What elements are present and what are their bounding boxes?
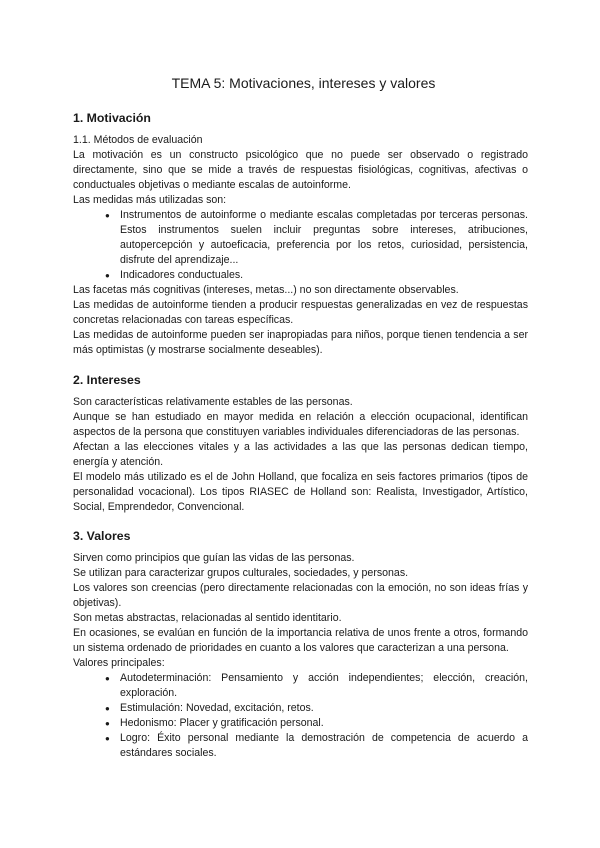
paragraph: Las medidas de autoinforme pueden ser inapropiadas para niños, porque tienen tendencia a ser más optimistas (y mostrarse socialmente deseables).	[73, 329, 528, 356]
list-item: ● Instrumentos de autoinforme o mediante escalas completadas por terceras personas. Estos instrumentos suelen incluir preguntas sobre intereses, atribuciones, autopercepción y autoeficacia, preferencia por los retos, curiosidad, persistencia, disfrute del aprendizaje...	[106, 208, 528, 268]
section-heading: 1. Motivación	[73, 111, 151, 125]
section-valores	[73, 527, 528, 761]
list-item: ● Hedonismo: Placer y gratificación personal.	[106, 716, 528, 731]
page-title: TEMA 5: Motivaciones, intereses y valores	[171, 75, 436, 91]
section-motivacion	[73, 109, 528, 358]
paragraph: Las facetas más cognitivas (intereses, metas...) no son directamente observables.	[73, 284, 459, 296]
list-item: ● Logro: Éxito personal mediante la demostración de competencia de acuerdo a estándares sociales.	[106, 731, 528, 761]
bullet-list	[73, 671, 528, 761]
paragraph: Los valores son creencias (pero directamente relacionadas con la emoción, no son ideas frías y objetivas).	[73, 582, 528, 609]
paragraph: Valores principales:	[73, 657, 165, 669]
paragraph: Las medidas más utilizadas son:	[73, 194, 227, 206]
list-item: ● Autodeterminación: Pensamiento y acción independientes; elección, creación, exploración.	[106, 671, 528, 701]
paragraph: Son características relativamente estables de las personas.	[73, 396, 353, 408]
paragraph: Aunque se han estudiado en mayor medida en relación a elección ocupacional, identifican aspectos de la persona que constituyen variables individuales diferenciadoras de las personas.	[73, 411, 528, 438]
paragraph: Las medidas de autoinforme tienden a producir respuestas generalizadas en vez de respuestas concretas relacionadas con tareas específicas.	[73, 299, 528, 326]
paragraph: El modelo más utilizado es el de John Holland, que focaliza en seis factores primarios (tipos de personalidad vocacional). Los tipos RIASEC de Holland son: Realista, Investigador, Artístico, Social, Emprendedor, Convencional.	[73, 471, 528, 513]
paragraph: Son metas abstractas, relacionadas al sentido identitario.	[73, 612, 342, 624]
subheading: 1.1. Métodos de evaluación	[73, 134, 203, 146]
paragraph: Sirven como principios que guían las vidas de las personas.	[73, 552, 355, 564]
list-item: ● Estimulación: Novedad, excitación, retos.	[106, 701, 528, 716]
paragraph: En ocasiones, se evalúan en función de la importancia relativa de unos frente a otros, formando un sistema ordenado de prioridades en cuanto a los valores que caracterizan a una persona.	[73, 627, 528, 654]
paragraph: Afectan a las elecciones vitales y a las actividades a las que las personas dedican tiempo, energía y atención.	[73, 441, 528, 468]
paragraph: Se utilizan para caracterizar grupos culturales, sociedades, y personas.	[73, 567, 409, 579]
paragraph: La motivación es un constructo psicológico que no puede ser observado o registrado directamente, sino que se mide a través de respuestas fisiológicas, cognitivas, afectivas o conductuales objetivas o mediante escalas de autoinforme.	[73, 149, 528, 191]
bullet-list	[73, 208, 528, 283]
section-intereses	[73, 371, 528, 515]
section-heading: 3. Valores	[73, 529, 131, 543]
list-item: ● Indicadores conductuales.	[106, 268, 528, 283]
section-heading: 2. Intereses	[73, 373, 141, 387]
